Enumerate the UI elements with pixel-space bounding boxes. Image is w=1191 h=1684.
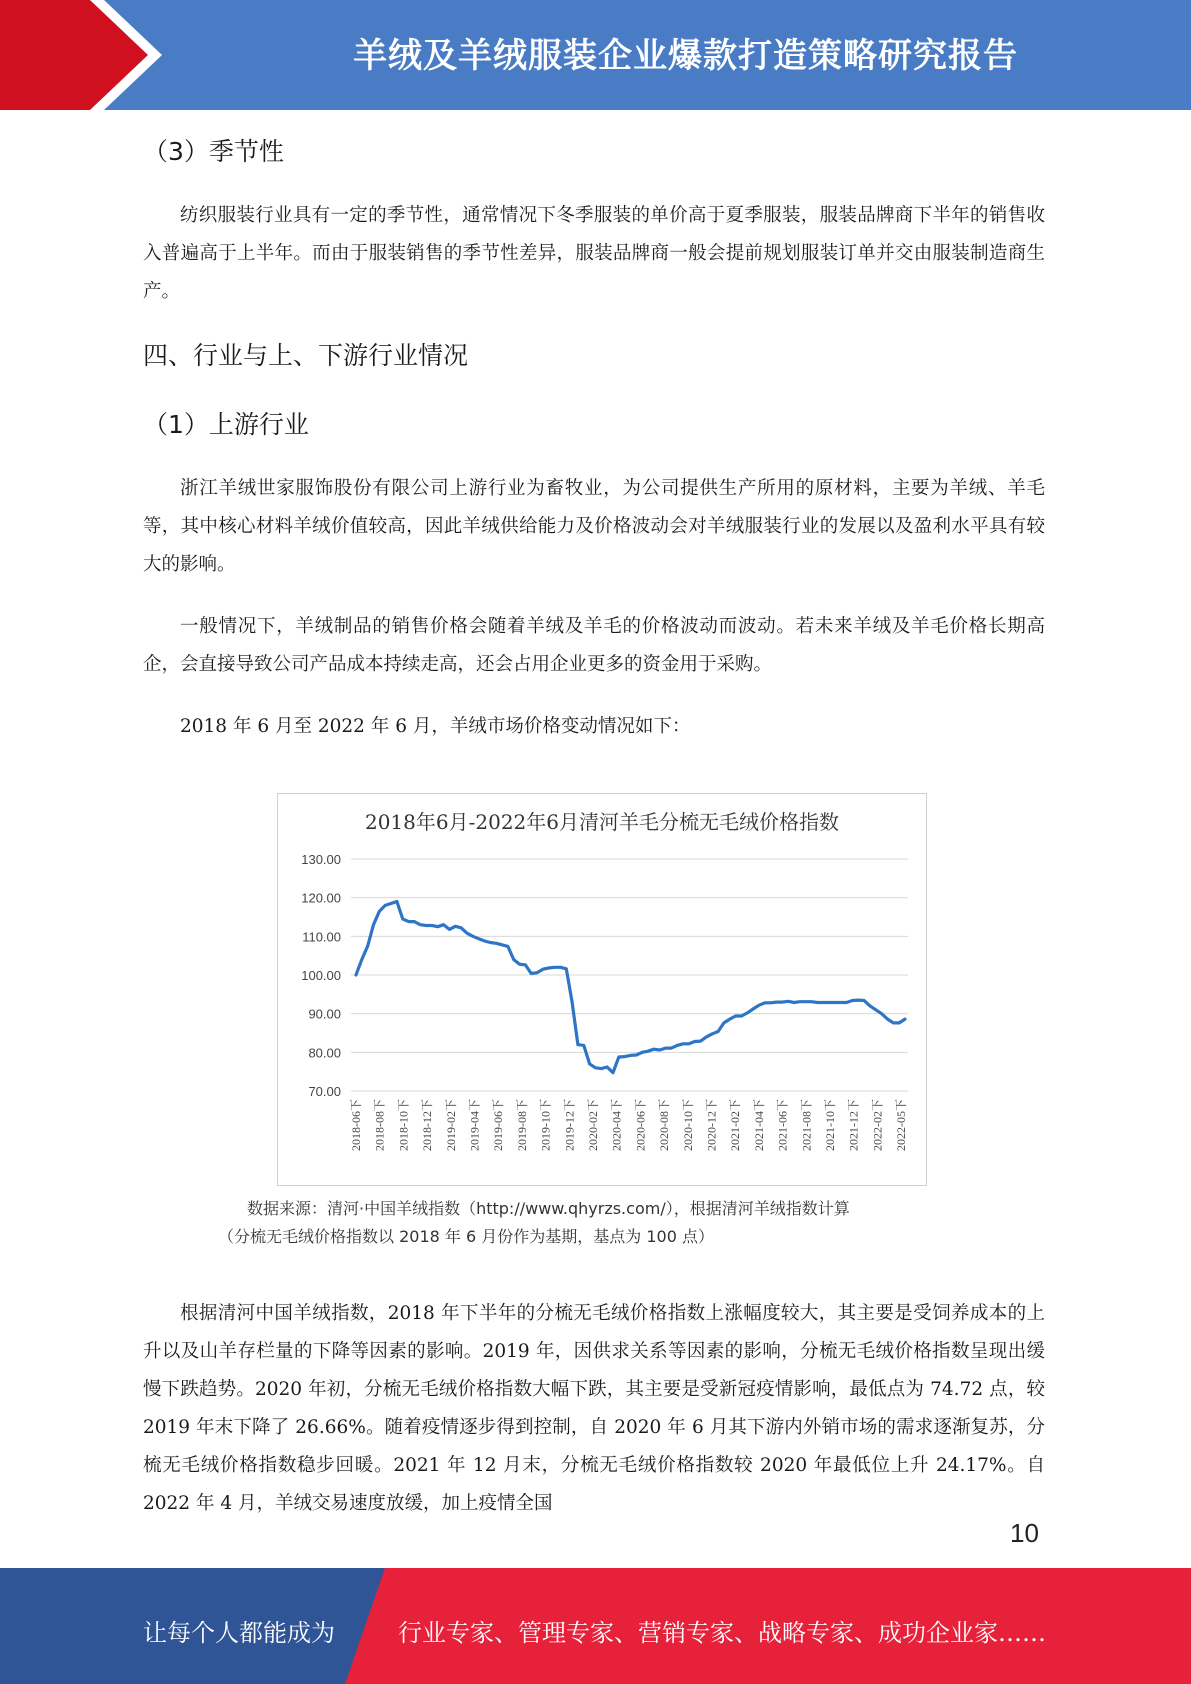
x-tick-label: 2018-06下 xyxy=(349,1099,363,1151)
section-4-heading: 四、行业与上、下游行业情况 xyxy=(143,341,469,370)
seasonality-paragraph: 纺织服装行业具有一定的季节性，通常情况下冬季服装的单价高于夏季服装，服装品牌商下半年的销售收入普遍高于上半年。而由于服装销售的季节性差异，服装品牌商一般会提前规划服装订单并交由服装制造商生产。 xyxy=(143,205,1045,302)
x-tick-label: 2020-04下 xyxy=(609,1099,624,1151)
x-tick-label: 2021-02下 xyxy=(728,1099,743,1151)
x-tick-label: 2021-08下 xyxy=(799,1099,814,1151)
analysis-paragraph: 根据清河中国羊绒指数，2018 年下半年的分梳无毛绒价格指数上涨幅度较大，其主要是受饲养成本的上升以及山羊存栏量的下降等因素的影响。2019 年，因供求关系等因素的影响，分梳无毛绒价格指数呈现出缓慢下跌趋势。2020 年初，分梳无毛绒价格指数大幅下跌，其主要是受新冠疫情影响，最低点为 74.72 点，较 2019 年末下降了 26.66%。随着疫情逐步得到控制，自 2020 年 6 月其下游内外销市场的需求逐渐复苏，分梳无毛绒价格指数稳步回暖。2021 年 12 月末，分梳无毛绒价格指数较 2020 年最低位上升 24.17%。自 2022 年 4 月，羊绒交易速度放缓，加上疫情全国 xyxy=(143,1303,1045,1514)
footer-slogan-right: 行业专家、管理专家、营销专家、战略专家、成功企业家…… xyxy=(398,1619,1046,1647)
price-index-chart xyxy=(277,793,927,1186)
x-tick-label: 2018-08下 xyxy=(372,1099,387,1151)
y-tick-label: 70.00 xyxy=(308,1084,341,1099)
page-header xyxy=(0,0,1191,110)
x-tick-label: 2022-02下 xyxy=(870,1099,885,1151)
x-tick-label: 2022-05下 xyxy=(894,1099,909,1151)
x-tick-label: 2021-10下 xyxy=(823,1099,838,1151)
upstream-heading: （1）上游行业 xyxy=(143,410,309,439)
x-tick-label: 2021-12下 xyxy=(846,1099,861,1151)
page-number: 10 xyxy=(1010,1518,1039,1548)
x-tick-label: 2018-12下 xyxy=(420,1099,435,1151)
y-tick-label: 90.00 xyxy=(308,1006,341,1022)
y-tick-label: 110.00 xyxy=(302,929,341,945)
x-tick-label: 2020-06下 xyxy=(633,1099,648,1151)
header-title: 羊绒及羊绒服装企业爆款打造策略研究报告 xyxy=(353,36,1018,76)
seasonality-heading: （3）季节性 xyxy=(143,137,284,166)
y-tick-label: 130.00 xyxy=(301,852,341,867)
x-tick-label: 2021-04下 xyxy=(751,1099,766,1151)
footer-slogan-left: 让每个人都能成为 xyxy=(143,1619,335,1647)
x-tick-label: 2019-12下 xyxy=(562,1099,577,1151)
x-tick-label: 2019-08下 xyxy=(514,1099,529,1151)
x-tick-label: 2019-04下 xyxy=(467,1099,482,1151)
x-tick-label: 2019-10下 xyxy=(538,1099,553,1151)
chart-source: 数据来源：清河·中国羊绒指数（http://www.qhyrzs.com/），根据清河羊绒指数计算 xyxy=(247,1199,850,1218)
y-tick-label: 100.00 xyxy=(301,968,341,983)
page-footer xyxy=(0,1568,1191,1684)
x-tick-label: 2021-06下 xyxy=(775,1099,790,1151)
series-line xyxy=(356,902,905,1073)
chart-plot xyxy=(278,794,926,1185)
upstream-paragraph-1: 浙江羊绒世家服饰股份有限公司上游行业为畜牧业，为公司提供生产所用的原材料，主要为羊绒、羊毛等，其中核心材料羊绒价值较高，因此羊绒供给能力及价格波动会对羊绒服装行业的发展以及盈利水平具有较大的影响。 xyxy=(143,478,1045,575)
x-tick-label: 2018-10下 xyxy=(396,1099,411,1151)
chart-intro: 2018 年 6 月至 2022 年 6 月，羊绒市场价格变动情况如下： xyxy=(180,716,691,737)
chart-title: 2018年6月-2022年6月清河羊毛分梳无毛绒价格指数 xyxy=(364,810,839,834)
chart-note: （分梳无毛绒价格指数以 2018 年 6 月份作为基期，基点为 100 点） xyxy=(218,1227,714,1246)
y-tick-label: 120.00 xyxy=(301,890,341,906)
x-tick-label: 2020-02下 xyxy=(586,1099,601,1151)
x-tick-label: 2019-02下 xyxy=(443,1099,458,1151)
x-tick-label: 2020-12下 xyxy=(704,1099,719,1151)
y-tick-label: 80.00 xyxy=(308,1045,341,1061)
x-tick-label: 2020-08下 xyxy=(657,1099,672,1151)
x-tick-label: 2020-10下 xyxy=(680,1099,695,1151)
upstream-paragraph-2: 一般情况下，羊绒制品的销售价格会随着羊绒及羊毛的价格波动而波动。若未来羊绒及羊毛价格长期高企，会直接导致公司产品成本持续走高，还会占用企业更多的资金用于采购。 xyxy=(143,616,1045,675)
x-tick-label: 2019-06下 xyxy=(491,1099,506,1151)
